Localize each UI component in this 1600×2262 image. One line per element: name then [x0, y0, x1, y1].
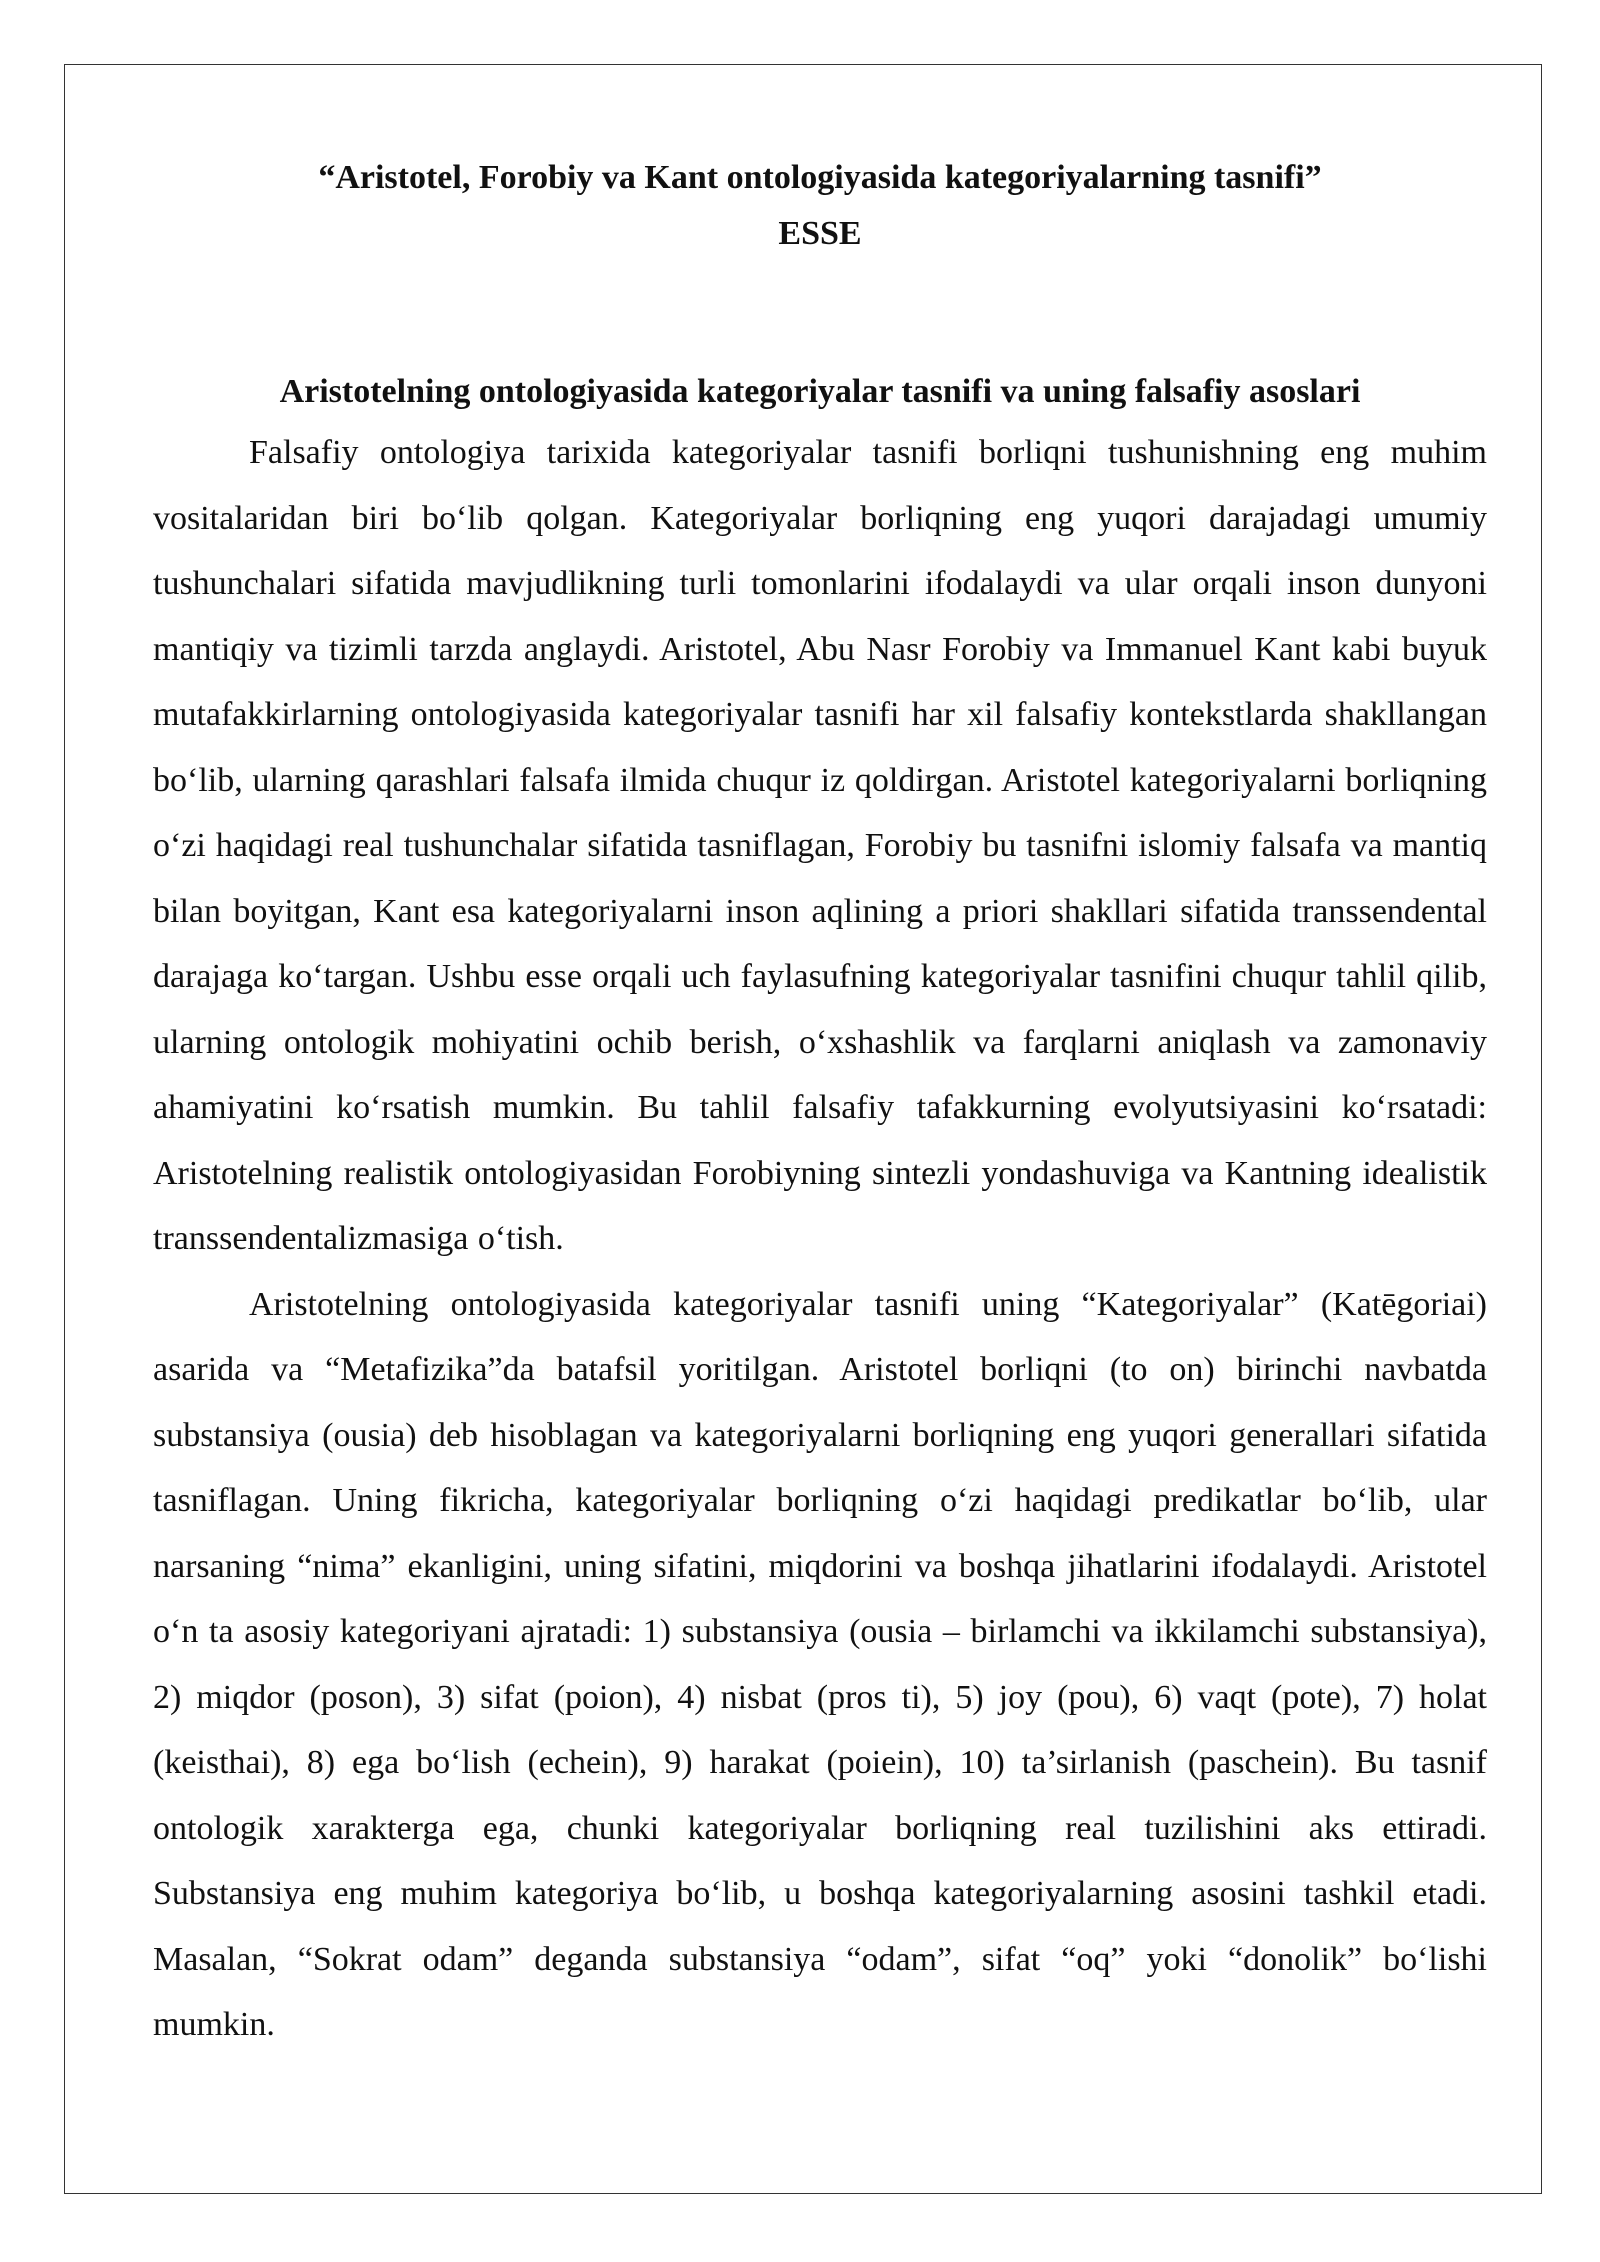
document-subtitle: ESSE — [778, 215, 862, 252]
paragraph-2: Aristotelning ontologiyasida kategoriyalar tasnifi uning “Kategoriyalar” (Katēgoriai) asarida va “Metafizika”da batafsil yoritilgan. Aristotel borliqni (to on) birinchi navbatda substansiya (ousia) deb hisoblagan va kategoriyalarni borliqning eng yuqori generallari sifatida tasniflagan. Uning fikricha, kategoriyalar borliqning o‘zi haqidagi predikatlar bo‘lib, ular narsaning “nima” ekanligini, uning sifatini, miqdorini va boshqa jihatlarini ifodalaydi. Aristotel o‘n ta asosiy kategoriyani ajratadi: 1) substansiya (ousia – birlamchi va ikkilamchi substansiya), 2) miqdor (poson), 3) sifat (poion), 4) nisbat (pros ti), 5) joy (pou), 6) vaqt (pote), 7) holat (keisthai), 8) ega bo‘lish (echein), 9) harakat (poiein), 10) ta’sirlanish (paschein). Bu tasnif ontologik xarakterga ega, chunki kategoriyalar borliqning real tuzilishini aks ettiradi. Substansiya eng muhim kategoriya bo‘lib, u boshqa kategoriyalarning asosini tashkil etadi. Masalan, “Sokrat odam” deganda substansiya “odam”, sifat “oq” yoki “donolik” bo‘lishi mumkin. — [153, 1285, 1487, 2043]
document-body — [153, 150, 1487, 2058]
document-title: “Aristotel, Forobiy va Kant ontologiyasida kategoriyalarning tasnifi” — [318, 159, 1322, 196]
section-heading: Aristotelning ontologiyasida kategoriyalar tasnifi va uning falsafiy asoslari — [279, 373, 1361, 410]
paragraph-1: Falsafiy ontologiya tarixida kategoriyalar tasnifi borliqni tushunishning eng muhim vositalaridan biri bo‘lib qolgan. Kategoriyalar borliqning eng yuqori darajadagi umumiy tushunchalari sifatida mavjudlikning turli tomonlarini ifodalaydi va ular orqali inson dunyoni mantiqiy va tizimli tarzda anglaydi. Aristotel, Abu Nasr Forobiy va Immanuel Kant kabi buyuk mutafakkirlarning ontologiyasida kategoriyalar tasnifi har xil falsafiy kontekstlarda shakllangan bo‘lib, ularning qarashlari falsafa ilmida chuqur iz qoldirgan. Aristotel kategoriyalarni borliqning o‘zi haqidagi real tushunchalar sifatida tasniflagan, Forobiy bu tasnifni islomiy falsafa va mantiq bilan boyitgan, Kant esa kategoriyalarni inson aqlining a priori shakllari sifatida transsendental darajaga ko‘targan. Ushbu esse orqali uch faylasufning kategoriyalar tasnifini chuqur tahlil qilib, ularning ontologik mohiyatini ochib berish, o‘xshashlik va farqlarni aniqlash va zamonaviy ahamiyatini ko‘rsatish mumkin. Bu tahlil falsafiy tafakkurning evolyutsiyasini ko‘rsatadi: Aristotelning realistik ontologiyasidan Forobiyning sintezli yondashuviga va Kantning idealistik transsendentalizmasiga o‘tish. — [153, 434, 1487, 1257]
